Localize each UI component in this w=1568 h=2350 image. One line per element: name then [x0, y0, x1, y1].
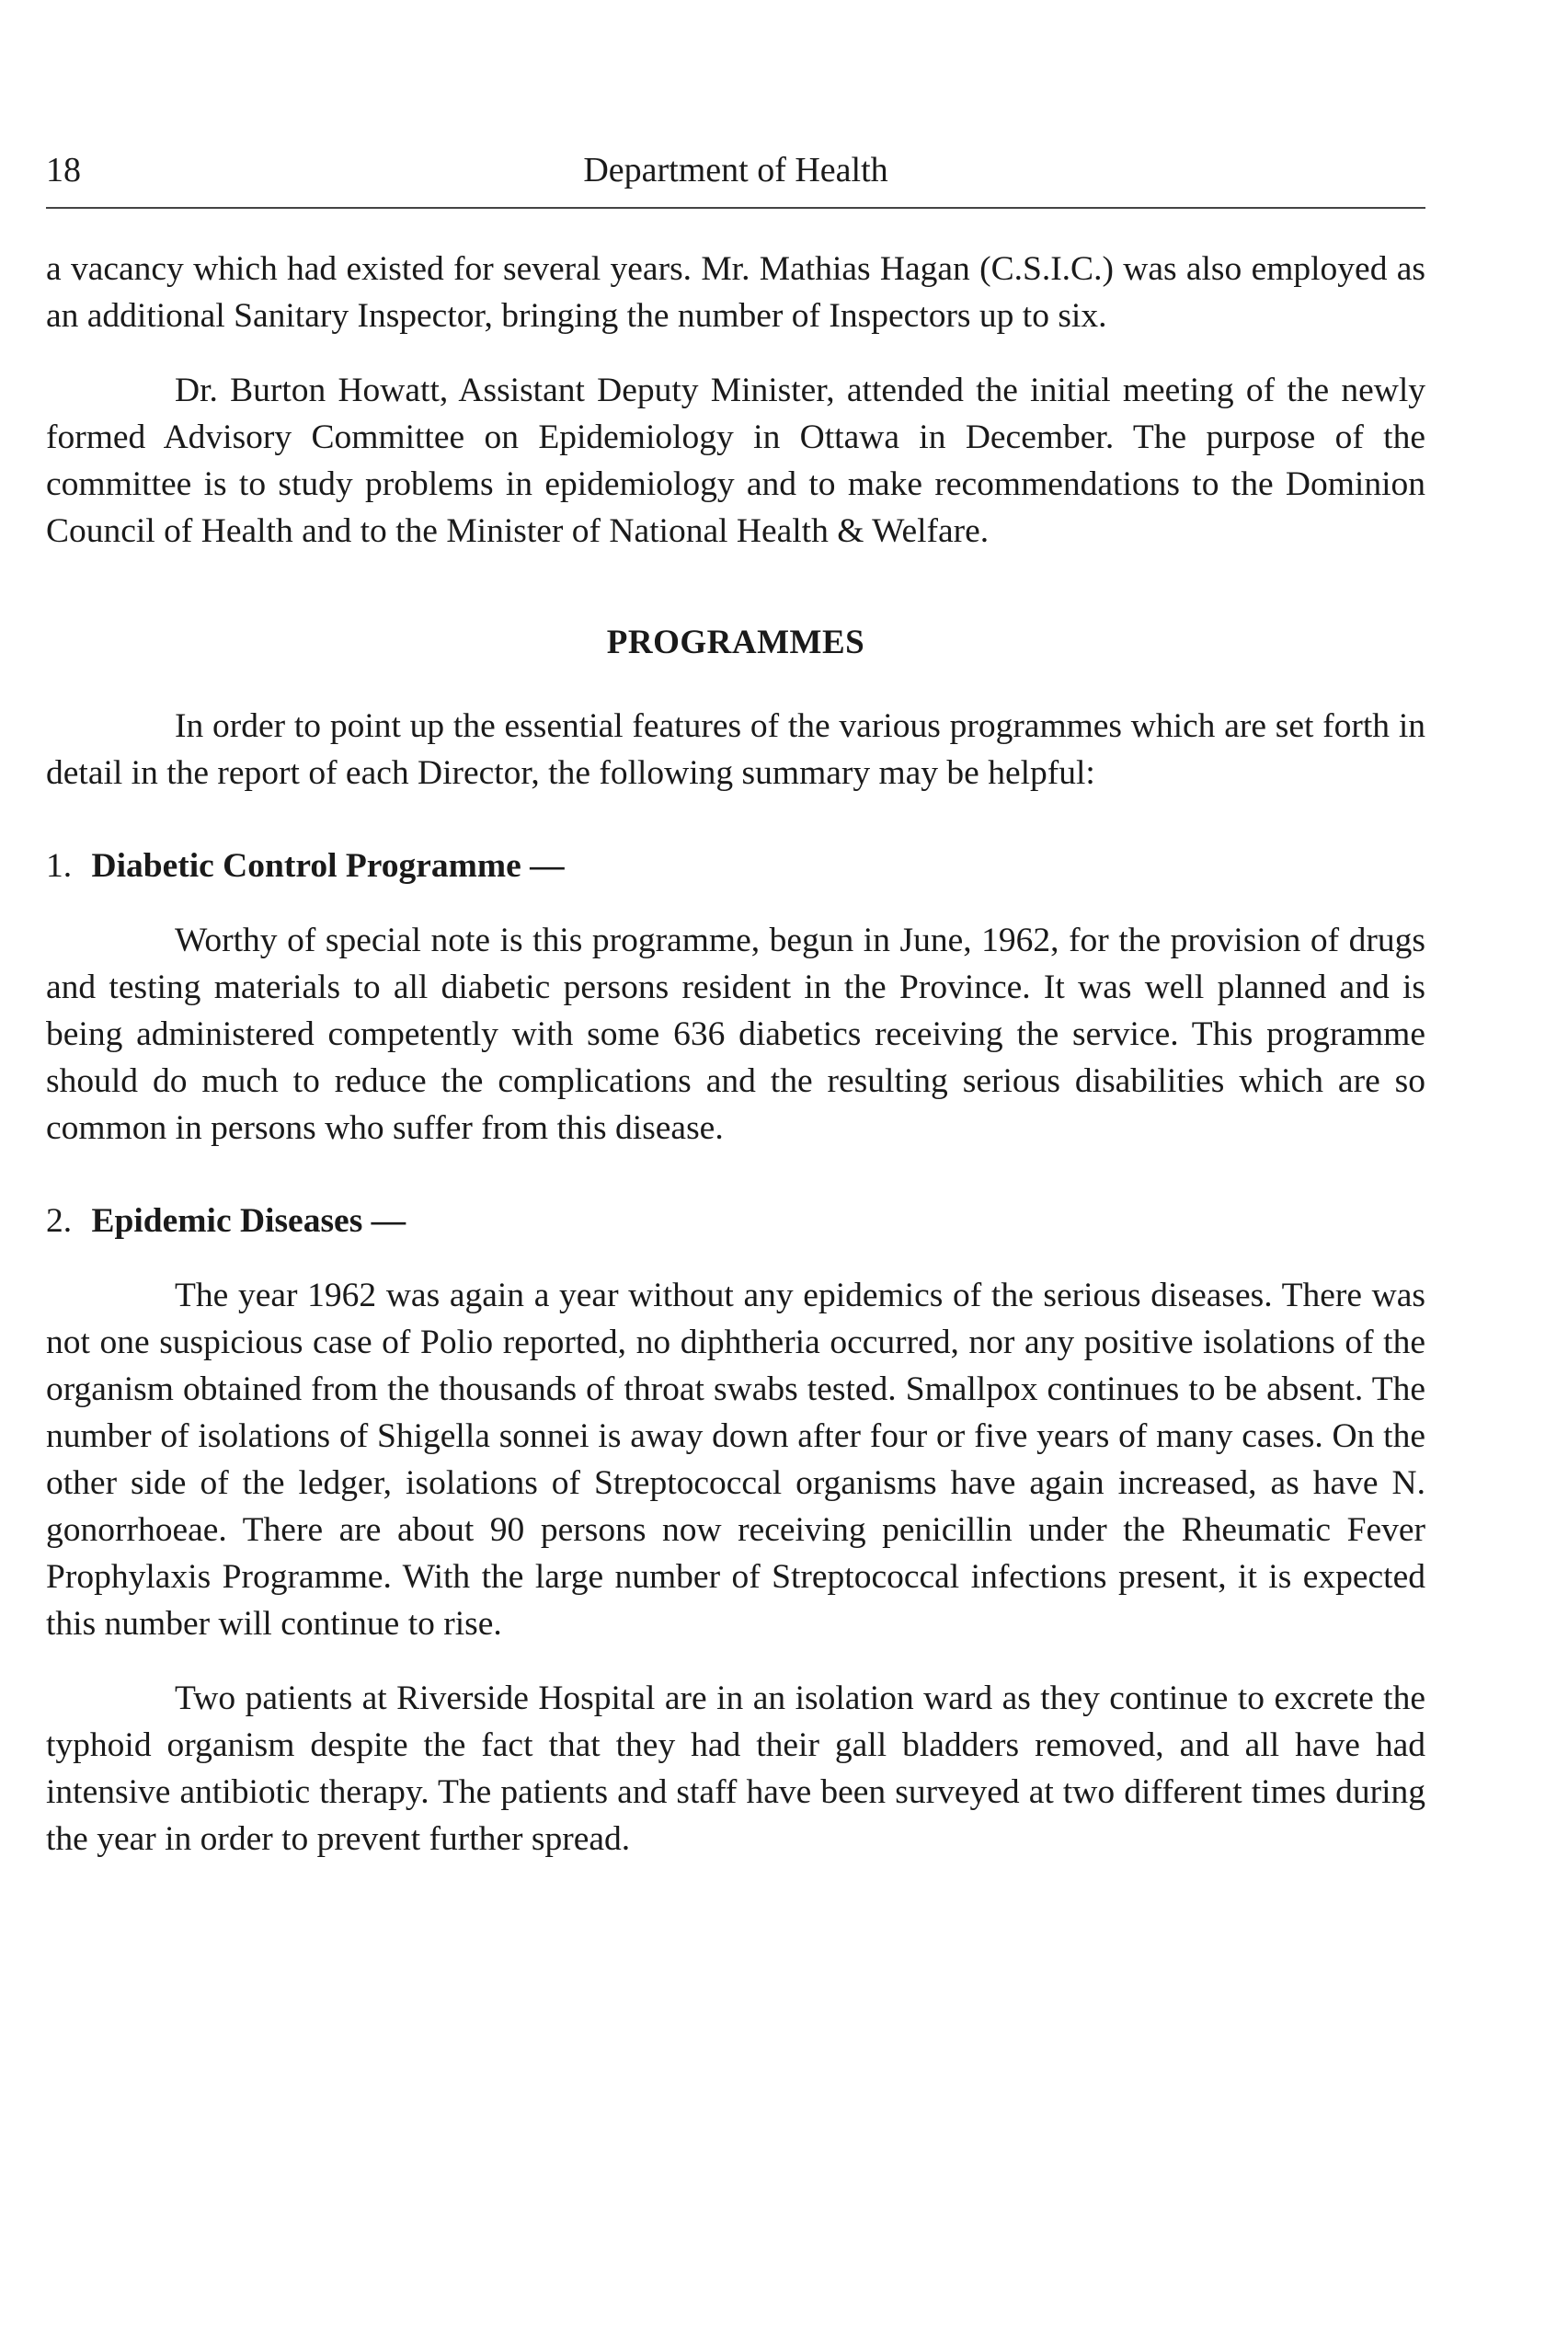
paragraph-epidemic-diseases: The year 1962 was again a year without any epidemics of the serious diseases. There was not one suspicious case of Polio reported, no diphtheria occurred, nor any positive isolations of the organism obtained from the thousands of throat swabs tested. Smallpox continues to be absent. The number of isolations of Shigella sonnei is away down after four or five years of many cases. On the other side of the ledger, isolations of Streptococcal organisms have again increased, as have N. gonorrhoeae. There are about 90 persons now receiving penicillin under the Rheumatic Fever Prophylaxis Programme. With the large number of Streptococcal infections present, it is expected this number will continue to rise. [46, 1277, 1425, 1643]
running-header [46, 143, 1425, 209]
item-title: Epidemic Diseases — [91, 1202, 406, 1240]
document-page [46, 143, 1425, 1890]
body-text [46, 246, 1425, 1863]
page-number: 18 [46, 151, 81, 189]
item-title: Diabetic Control Programme — [91, 847, 565, 885]
item-number: 1. [46, 847, 73, 885]
paragraph-advisory-committee: Dr. Burton Howatt, Assistant Deputy Minister, attended the initial meeting of the newly formed Advisory Committee on Epidemiology in Ottawa in December. The purpose of the committee is to study problems in epidemiology and to make recommendations to the Dominion Council of Health and to the Minister of National Health & Welfare. [46, 372, 1425, 550]
item-heading-diabetic-control [46, 843, 1425, 889]
section-heading-programmes: PROGRAMMES [606, 624, 865, 661]
paragraph-vacancy: a vacancy which had existed for several years. Mr. Mathias Hagan (C.S.I.C.) was also employed as an additional Sanitary Inspector, bringing the number of Inspectors up to six. [46, 250, 1425, 335]
paragraph-riverside-hospital: Two patients at Riverside Hospital are in an isolation ward as they continue to excrete the typhoid organism despite the fact that they had their gall bladders removed, and all have had intensive antibiotic therapy. The patients and staff have been surveyed at two different times during the year in order to prevent further spread. [46, 1679, 1425, 1858]
paragraph-programmes-intro: In order to point up the essential features of the various programmes which are set forth in detail in the report of each Director, the following summary may be helpful: [46, 707, 1425, 792]
item-heading-epidemic-diseases [46, 1198, 1425, 1244]
item-number: 2. [46, 1202, 73, 1240]
paragraph-diabetic-control: Worthy of special note is this programme, begun in June, 1962, for the provision of drugs and testing materials to all diabetic persons resident in the Province. It was well planned and is being administered competently with some 636 diabetics receiving the service. This programme should do much to reduce the complications and the resulting serious disabilities which are so common in persons who suffer from this disease. [46, 922, 1425, 1147]
running-title: Department of Health [583, 151, 888, 189]
